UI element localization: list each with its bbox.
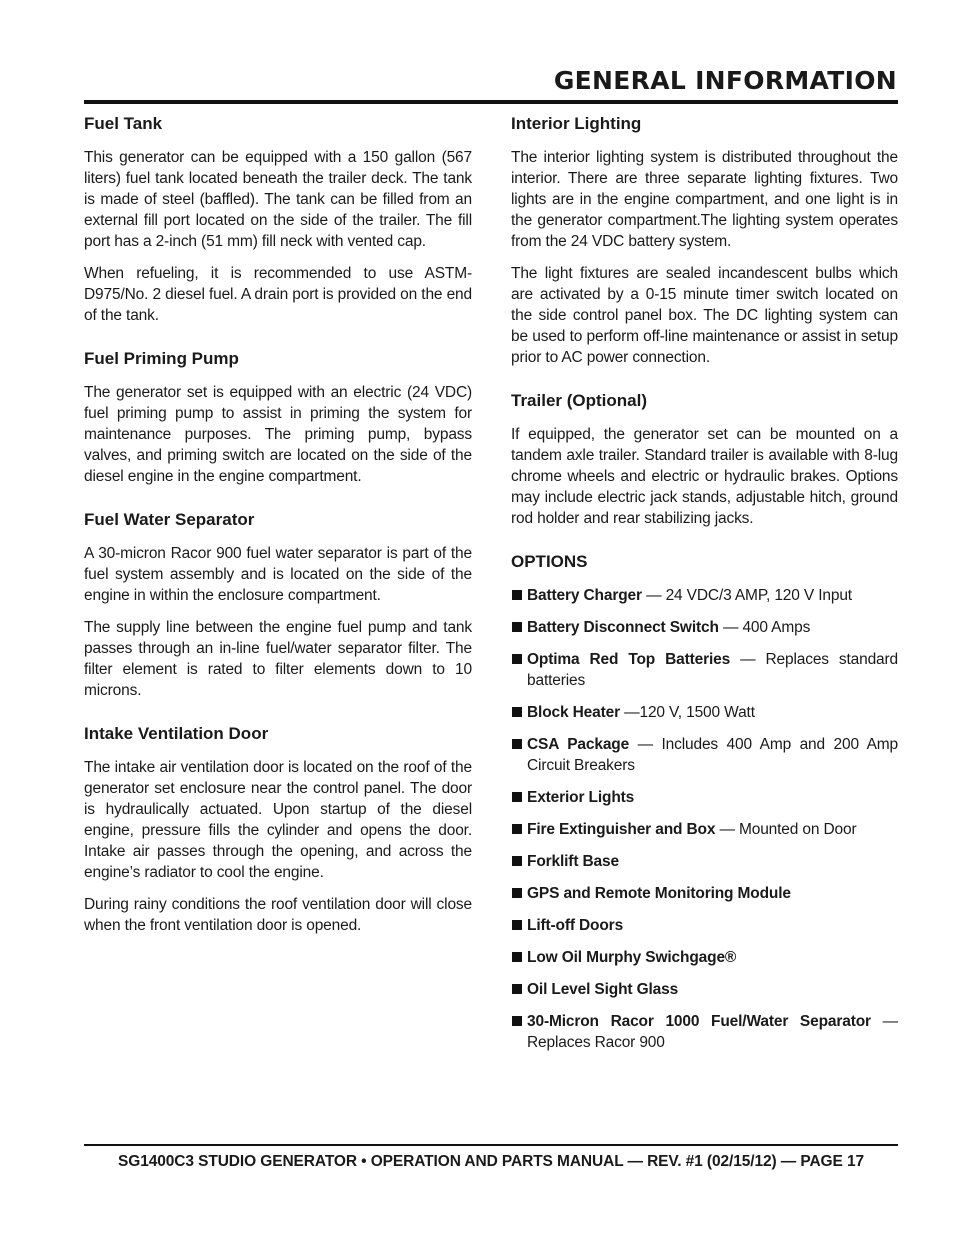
paragraph: The intake air ventilation door is located on the roof of the generator set enclosure near the control panel. The door is hydraulically actuated. Upon startup of the diesel engine, pressure fills the cylinder and opens the door. Intake air passes through the opening, and across the engine’s radiator to cool the engine. (84, 759, 472, 881)
left-column (84, 114, 472, 959)
section-heading: Interior Lighting (511, 114, 642, 133)
square-bullet-icon (512, 952, 522, 962)
option-name: Fire Extinguisher and Box (527, 821, 716, 838)
list-item (511, 1011, 898, 1053)
option-desc: — 400 Amps (718, 619, 811, 636)
section-fuel-priming-pump (84, 349, 472, 487)
section-heading: Fuel Tank (84, 114, 163, 133)
option-desc: —120 V, 1500 Watt (619, 704, 755, 721)
section-heading: Trailer (Optional) (511, 391, 648, 410)
option-desc: — 24 VDC/3 AMP, 120 V Input (641, 587, 852, 604)
square-bullet-icon (512, 920, 522, 930)
option-desc: — Replaces Racor 900 (527, 1013, 898, 1051)
option-name: 30-Micron Racor 1000 Fuel/Water Separator (527, 1013, 871, 1030)
section-interior-lighting (511, 114, 898, 368)
section-fuel-water-separator (84, 510, 472, 701)
list-item (511, 734, 898, 776)
list-item (511, 979, 898, 1000)
paragraph: When refueling, it is recommended to use ASTM-D975/No. 2 diesel fuel. A drain port is provided on the end of the tank. (84, 265, 472, 324)
option-desc: — Includes 400 Amp and 200 Amp Circuit Breakers (527, 736, 899, 774)
list-item (511, 819, 898, 840)
page-footer: SG1400C3 STUDIO GENERATOR • OPERATION AND PARTS MANUAL — REV. #1 (02/15/12) — PAGE 17 (118, 1153, 864, 1170)
option-name: GPS and Remote Monitoring Module (527, 885, 791, 902)
square-bullet-icon (512, 739, 522, 749)
square-bullet-icon (512, 1016, 522, 1026)
list-item (511, 947, 898, 968)
list-item (511, 883, 898, 904)
list-item (511, 915, 898, 936)
option-name: Battery Charger (527, 587, 642, 604)
list-item (511, 585, 898, 606)
square-bullet-icon (512, 622, 522, 632)
square-bullet-icon (512, 707, 522, 717)
square-bullet-icon (512, 590, 522, 600)
list-item (511, 649, 898, 691)
section-trailer (511, 391, 898, 529)
footer-divider (84, 1144, 898, 1146)
option-name: Block Heater (527, 704, 620, 721)
option-name: Forklift Base (527, 853, 619, 870)
option-desc: — Mounted on Door (715, 821, 857, 838)
paragraph: The interior lighting system is distributed throughout the interior. There are three separate lighting fixtures. Two lights are in the engine compartment, and one light is in the generator compartment.The lighting system operates from the 24 VDC battery system. (511, 149, 898, 250)
list-item (511, 617, 898, 638)
square-bullet-icon (512, 824, 522, 834)
square-bullet-icon (512, 888, 522, 898)
section-heading: Fuel Water Separator (84, 510, 255, 529)
section-fuel-tank (84, 114, 472, 326)
option-name: Optima Red Top Batteries (527, 651, 731, 668)
square-bullet-icon (512, 856, 522, 866)
paragraph: The supply line between the engine fuel pump and tank passes through an in-line fuel/water separator filter. The filter element is rated to filter elements down to 10 microns. (84, 619, 472, 699)
section-options (511, 552, 898, 1053)
square-bullet-icon (512, 984, 522, 994)
option-desc: — Replaces standard batteries (527, 651, 899, 689)
square-bullet-icon (512, 792, 522, 802)
right-column (511, 114, 898, 1064)
option-name: Exterior Lights (527, 789, 635, 806)
list-item (511, 851, 898, 872)
header-divider (84, 100, 898, 104)
option-name: Low Oil Murphy Swichgage® (527, 949, 737, 966)
paragraph: This generator can be equipped with a 150 gallon (567 liters) fuel tank located beneath the trailer deck. The tank is made of steel (baffled). The tank can be filled from an external fill port located on the side of the trailer. The fill port has a 2-inch (51 mm) fill neck with vented cap. (84, 149, 472, 250)
option-name: CSA Package (527, 736, 630, 753)
square-bullet-icon (512, 654, 522, 664)
option-name: Battery Disconnect Switch (527, 619, 719, 636)
option-name: Oil Level Sight Glass (527, 981, 679, 998)
page-title: GENERAL INFORMATION (553, 66, 897, 95)
paragraph: A 30-micron Racor 900 fuel water separator is part of the fuel system assembly and is located on the side of the engine in within the enclosure compartment. (84, 545, 472, 604)
section-intake-ventilation-door (84, 724, 472, 936)
option-name: Lift-off Doors (527, 917, 624, 934)
paragraph: The generator set is equipped with an electric (24 VDC) fuel priming pump to assist in priming the system for maintenance purposes. The priming pump, bypass valves, and priming switch are located on the side of the diesel engine in the engine compartment. (84, 384, 472, 485)
options-list (511, 585, 898, 1053)
section-heading: Fuel Priming Pump (84, 349, 239, 368)
paragraph: The light fixtures are sealed incandescent bulbs which are activated by a 0-15 minute timer switch located on the side control panel box. The DC lighting system can be used to perform off-line maintenance or assist in setup prior to AC power connection. (511, 265, 898, 366)
section-heading: Intake Ventilation Door (84, 724, 269, 743)
section-heading: OPTIONS (511, 552, 588, 571)
list-item (511, 702, 898, 723)
paragraph: If equipped, the generator set can be mounted on a tandem axle trailer. Standard trailer is available with 8-lug chrome wheels and electric or hydraulic brakes. Options may include electric jack stands, adjustable hitch, ground rod holder and rear stabilizing jacks. (511, 426, 898, 527)
list-item (511, 787, 898, 808)
paragraph: During rainy conditions the roof ventilation door will close when the front ventilation door is opened. (84, 896, 472, 934)
